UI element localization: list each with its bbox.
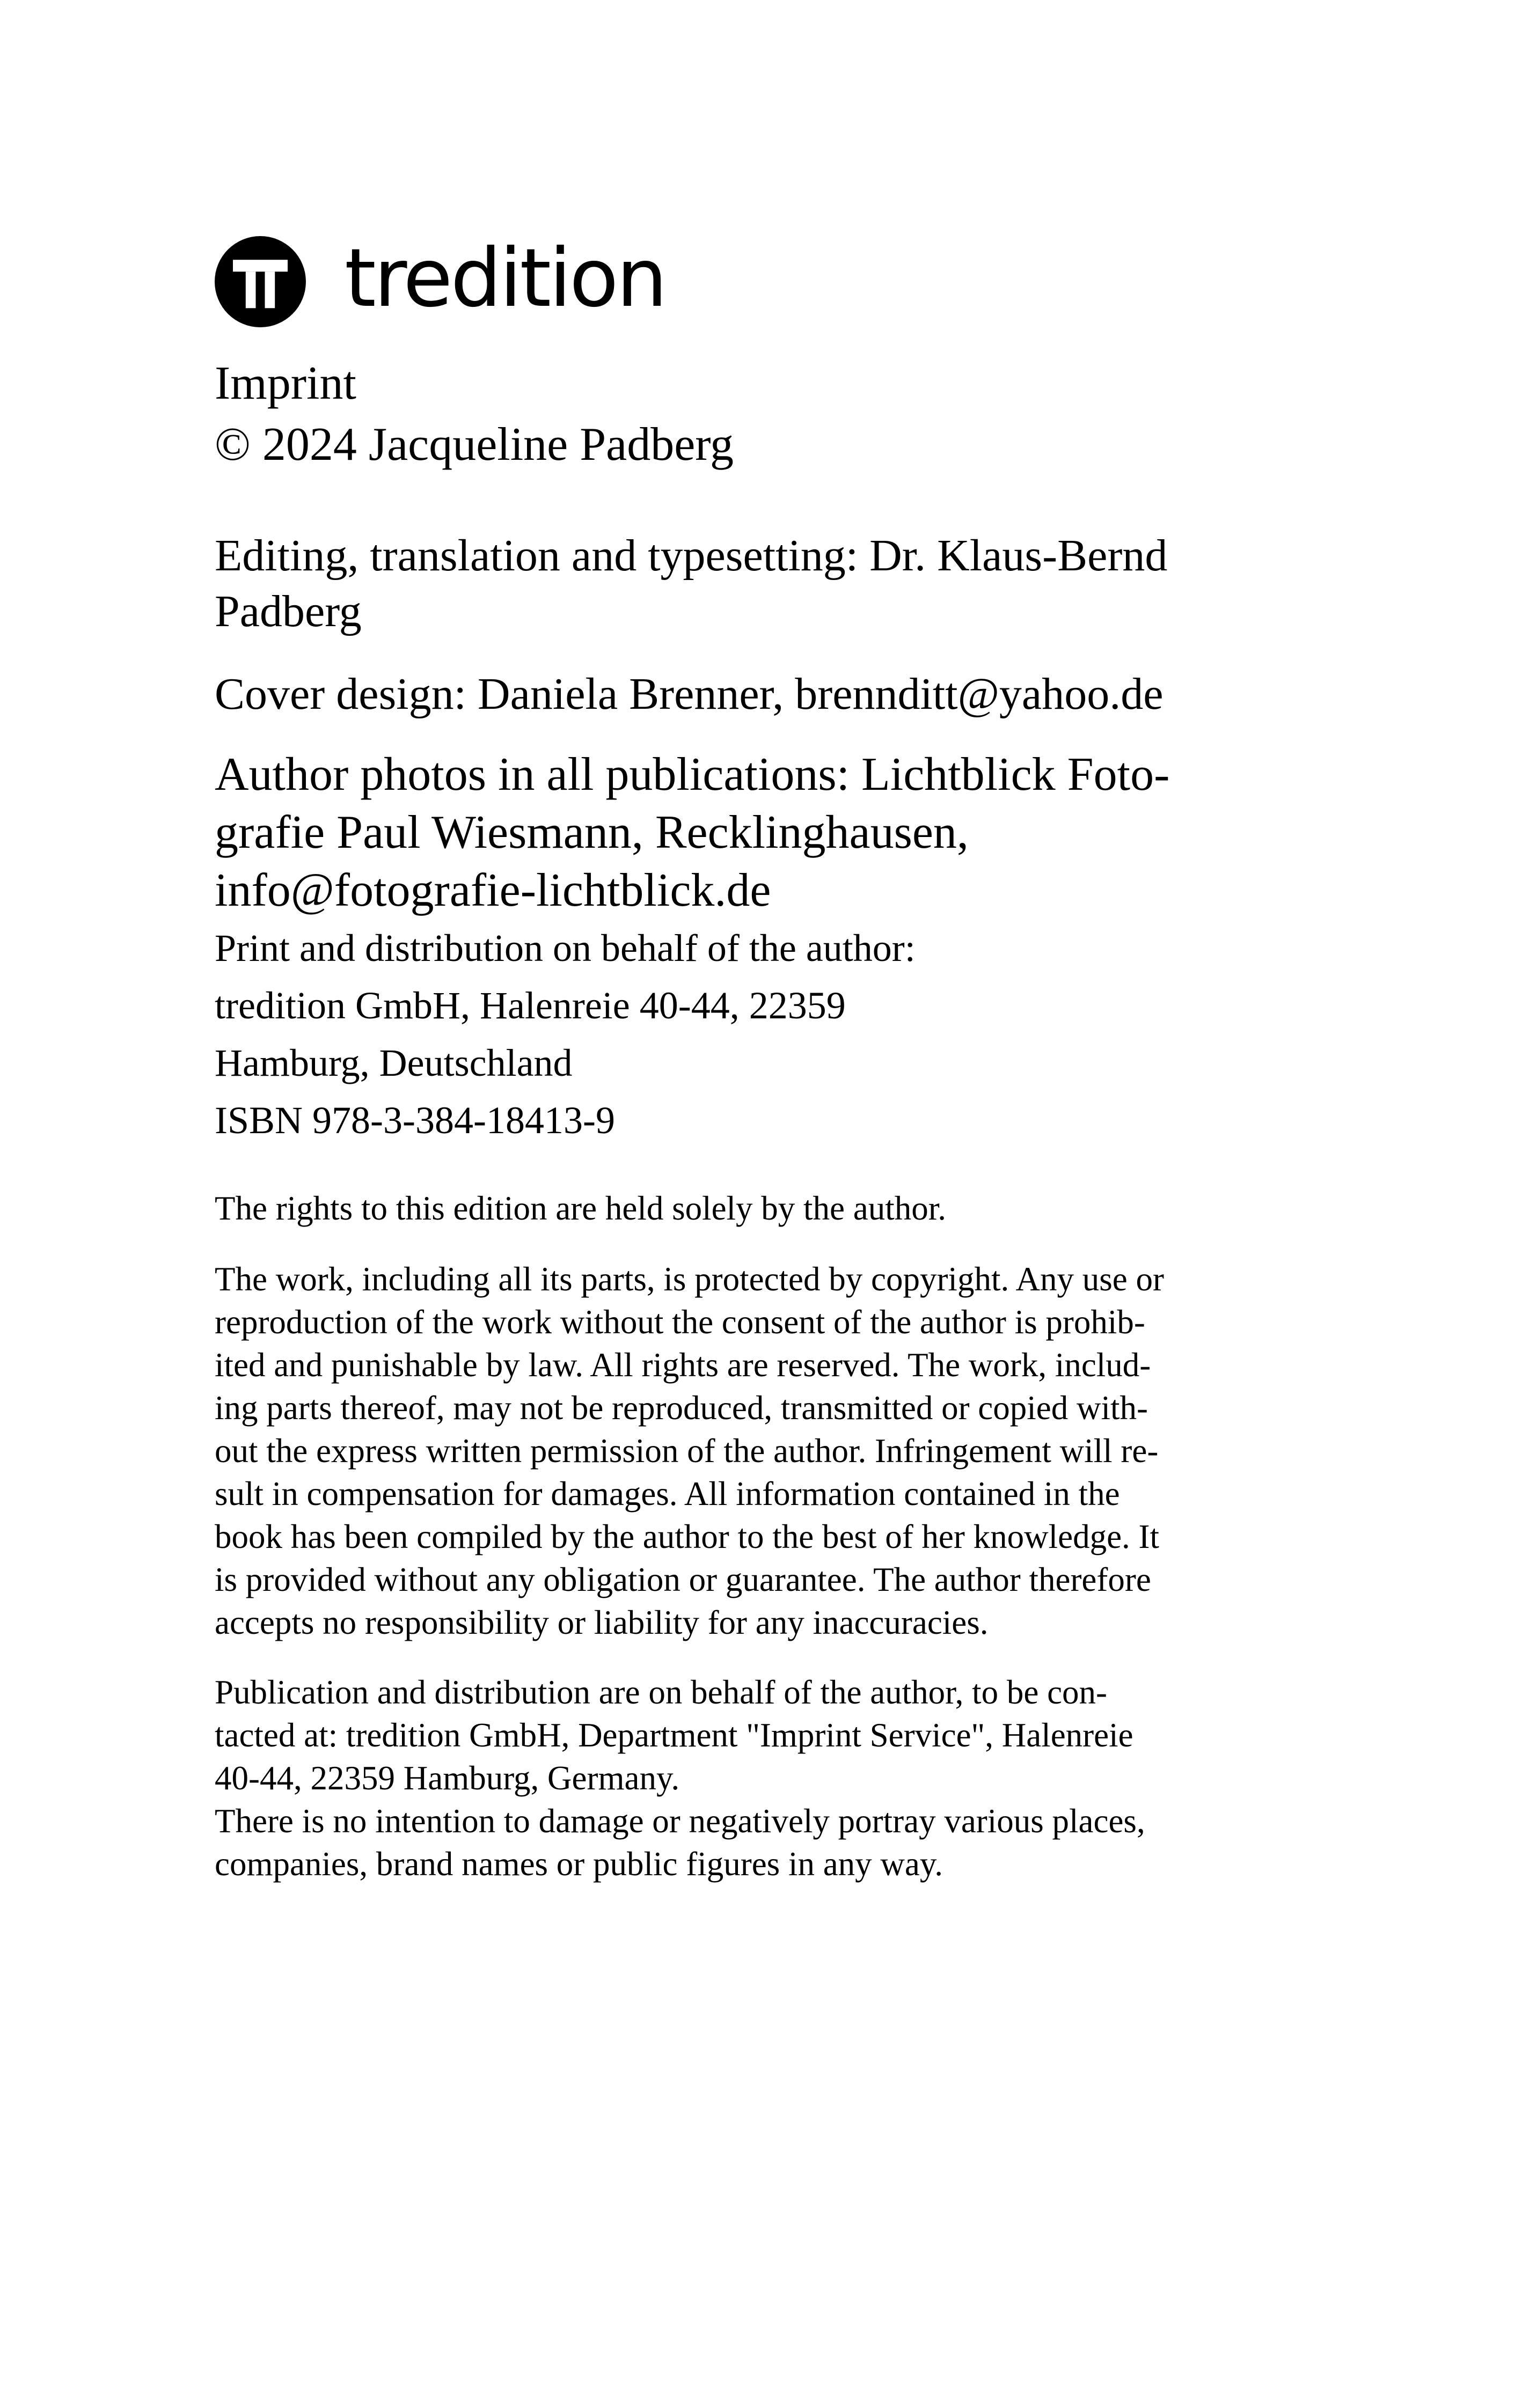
- print-line-3: Hamburg, Deutschland: [215, 1041, 573, 1084]
- copyright-paragraph-line: is provided without any obligation or guarantee. The author therefore: [215, 1561, 1151, 1598]
- rights-held-line: The rights to this edition are held solely by the author.: [215, 1190, 946, 1227]
- copyright-paragraph-line: sult in compensation for damages. All information contained in the: [215, 1475, 1120, 1513]
- copyright-paragraph-line: accepts no responsibility or liability for any inaccuracies.: [215, 1604, 989, 1641]
- photos-line-2: grafie Paul Wiesmann, Recklinghausen,: [215, 806, 969, 858]
- copyright-paragraph: [215, 1258, 1331, 1644]
- editing-credit: [215, 528, 1331, 640]
- rights-held: [215, 1187, 1331, 1230]
- print-distribution: [215, 920, 1331, 1149]
- logo-wordmark: tredition: [345, 232, 665, 325]
- tredition-logo-icon: [215, 236, 306, 327]
- print-line-2: tredition GmbH, Halenreie 40-44, 22359: [215, 984, 846, 1027]
- cover-design-line: Cover design: Daniela Brenner, brennditt@yahoo.de: [215, 669, 1164, 719]
- editing-line-1: Editing, translation and typesetting: Dr. Klaus-Bernd: [215, 531, 1168, 581]
- publication-paragraph-line: 40-44, 22359 Hamburg, Germany.: [215, 1759, 680, 1797]
- publication-paragraph-line: companies, brand names or public figures in any way.: [215, 1845, 943, 1883]
- editing-line-2: Padberg: [215, 586, 362, 636]
- copyright-paragraph-line: The work, including all its parts, is protected by copyright. Any use or: [215, 1260, 1164, 1298]
- imprint-header: [215, 353, 1331, 475]
- copyright-paragraph-line: ing parts thereof, may not be reproduced, transmitted or copied with-: [215, 1389, 1148, 1427]
- copyright-paragraph-line: reproduction of the work without the consent of the author is prohib-: [215, 1303, 1145, 1341]
- imprint-heading: Imprint: [215, 357, 356, 409]
- author-photos-credit: [215, 746, 1331, 920]
- photos-line-1: Author photos in all publications: Lichtblick Foto-: [215, 748, 1170, 801]
- copyright-paragraph-line: book has been compiled by the author to the best of her knowledge. It: [215, 1518, 1160, 1555]
- isbn: ISBN 978-3-384-18413-9: [215, 1099, 615, 1142]
- copyright-paragraph-line: ited and punishable by law. All rights are reserved. The work, includ-: [215, 1346, 1151, 1384]
- cover-design-credit: [215, 666, 1331, 722]
- tredition-logo: [215, 231, 1331, 333]
- imprint-page: [215, 231, 1331, 1883]
- copyright-line: © 2024 Jacqueline Padberg: [215, 419, 734, 471]
- copyright-paragraph-line: out the express written permission of the author. Infringement will re-: [215, 1432, 1159, 1470]
- print-line-1: Print and distribution on behalf of the author:: [215, 927, 916, 970]
- publication-paragraph: [215, 1671, 1331, 1885]
- photos-line-3: info@fotografie-lichtblick.de: [215, 864, 771, 916]
- publication-paragraph-line: Publication and distribution are on behalf of the author, to be con-: [215, 1673, 1108, 1711]
- publication-paragraph-line: tacted at: tredition GmbH, Department "Imprint Service", Halenreie: [215, 1716, 1133, 1754]
- publication-paragraph-line: There is no intention to damage or negatively portray various places,: [215, 1802, 1145, 1840]
